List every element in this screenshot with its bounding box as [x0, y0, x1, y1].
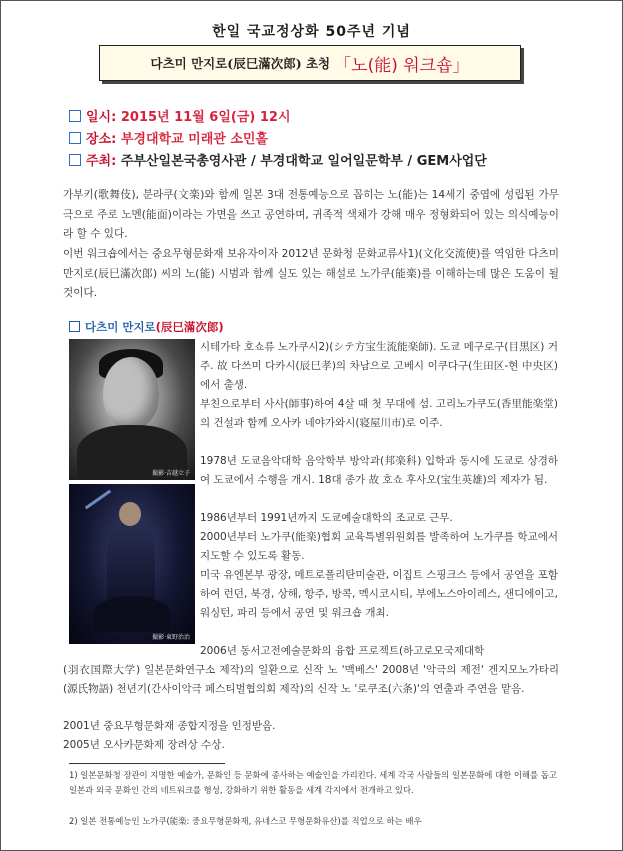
info-date — [69, 106, 291, 125]
square-bullet-icon — [69, 321, 80, 332]
bio-paragraph-1: 시테가타 호쇼류 노가쿠시2)(シテ方宝生流能楽師). 도쿄 메구로구(目黒区) 거주. 故 다쓰미 다카시(辰巳孝)의 차남으로 고베시 이쿠다구(生田区-현 中央区)에서 출생. — [200, 341, 558, 391]
event-subtitle: 한일 국교정상화 50주년 기념 — [212, 24, 411, 40]
section-heading — [69, 319, 224, 335]
square-bullet-icon — [69, 154, 81, 166]
bio-paragraph-6: 미국 유엔본부 광장, 메트로폴리탄미술관, 이집트 스핑크스 등에서 공연을 포함하여 런던, 북경, 상해, 항주, 방콕, 멕시코시티, 부에노스아이레스, 샌디에이고, 워싱턴, 파리 등에서 공연 및 워크숍 개최. — [200, 569, 558, 619]
performance-photo — [69, 484, 195, 644]
bio-paragraph-9: 2005년 오사카문화제 장려상 수상. — [63, 739, 225, 751]
section-title: 다츠미 만지로 — [85, 320, 156, 334]
bio-paragraph-5: 2000년부터 노가쿠(能楽)협회 교육특별위원회를 발족하여 노가쿠를 학교에서 지도할 수 있도록 활동. — [200, 531, 558, 562]
bio-paragraph-7a: 2006년 동서고전예술문화의 융합 프로젝트(하고로모국제대학 — [200, 645, 485, 657]
performer-head — [119, 502, 141, 526]
bio-paragraph-3: 1978년 도쿄음악대학 음악학부 방악과(邦楽科) 입학과 동시에 도쿄로 상경하여 도쿄에서 수행을 개시. 18대 종가 故 호쇼 후사오(宝生英雄)의 제자가 됨. — [200, 455, 558, 486]
portrait-photo — [69, 339, 195, 480]
date-value: 2015년 11월 6일(금) 12시 — [120, 110, 291, 125]
place-label: 장소: — [86, 132, 117, 147]
intro-paragraph-2: 이번 워크숍에서는 중요무형문화재 보유자이자 2012년 문화청 문화교류사1)(文化交流使)를 역임한 다츠미 만지로(辰巳滿次郎) 씨의 노(能) 시범과 함께 실도 있는 해설로 노가쿠(能楽)를 이해하는데 많은 도움이 될 것이다. — [63, 248, 559, 300]
host-label: 주최: — [86, 154, 117, 169]
section-title-hanja: (辰巳滿次郎) — [155, 320, 224, 334]
intro-paragraph-1: 가부키(歌舞伎), 분라쿠(文楽)와 함께 일본 3대 전통예능으로 꼽히는 노(能)는 14세기 중엽에 성립된 가무극으로 주로 노멘(能面)이라는 가면을 쓰고 공연하며, 귀족적 색채가 강해 매우 정형화되어 있는 의식예능이라 할 수 있다. — [63, 189, 559, 241]
photo-credit-2: 撮影·東野治治 — [152, 634, 190, 641]
host-value: 주부산일본국총영사관 / 부경대학교 일어일문학부 / GEM사업단 — [120, 154, 487, 169]
bio-paragraph-8: 2001년 중요무형문화재 종합지정을 인정받음. — [63, 720, 276, 732]
square-bullet-icon — [69, 110, 81, 122]
performer-hakama — [93, 596, 171, 632]
photo-credit-1: 撮影·吉越立子 — [152, 470, 190, 477]
bio-paragraph-7b: (羽衣国際大学) 일본문화연구소 제작)의 일환으로 신작 노 '맥베스' 2008년 '악극의 제전' 겐지모노가타리(源氏物語) 천년기(간사이악극 페스티벌협의회 제작)의 신작 노 '로쿠조(六条)'의 연출과 주연을 맡음. — [63, 664, 559, 695]
date-label: 일시: — [86, 110, 117, 125]
bio-paragraph-2: 부친으로부터 사사(師事)하여 4살 때 첫 무대에 섬. 고리노가쿠도(香里能楽堂)의 건설과 함께 오사카 네야가와시(寝屋川市)로 이주. — [200, 398, 558, 429]
square-bullet-icon — [69, 132, 81, 144]
info-host — [69, 150, 487, 169]
portrait-face — [103, 357, 159, 429]
info-place — [69, 128, 268, 147]
footnote-1: 1) 일본문화청 장관이 지명한 예술가, 문화인 등 문화에 종사하는 예술인을 가리킨다. 세계 각국 사람들의 일본문화에 대한 이해를 돕고 일본과 외국 문화인 간의 네트워크를 형성, 강화하기 위한 활동을 세계 각지에서 전개하고 있다. — [69, 770, 557, 795]
title-workshop-text: 「노(能) 워크숍」 — [334, 55, 470, 76]
place-value: 부경대학교 미래관 소민홀 — [120, 132, 269, 147]
footnote-2: 2) 일본 전통예능인 노가쿠(能楽: 중요무형문화재, 유네스코 무형문화유산)를 직업으로 하는 배우 — [69, 816, 422, 826]
footnote-divider — [69, 763, 225, 764]
title-invite-text: 다츠미 만지로(辰巳滿次郎) 초청 — [150, 56, 331, 71]
performer-fan — [85, 490, 111, 510]
bio-paragraph-4: 1986년부터 1991년까지 도쿄예술대학의 조교로 근무. — [200, 512, 453, 524]
title-box — [99, 45, 521, 81]
